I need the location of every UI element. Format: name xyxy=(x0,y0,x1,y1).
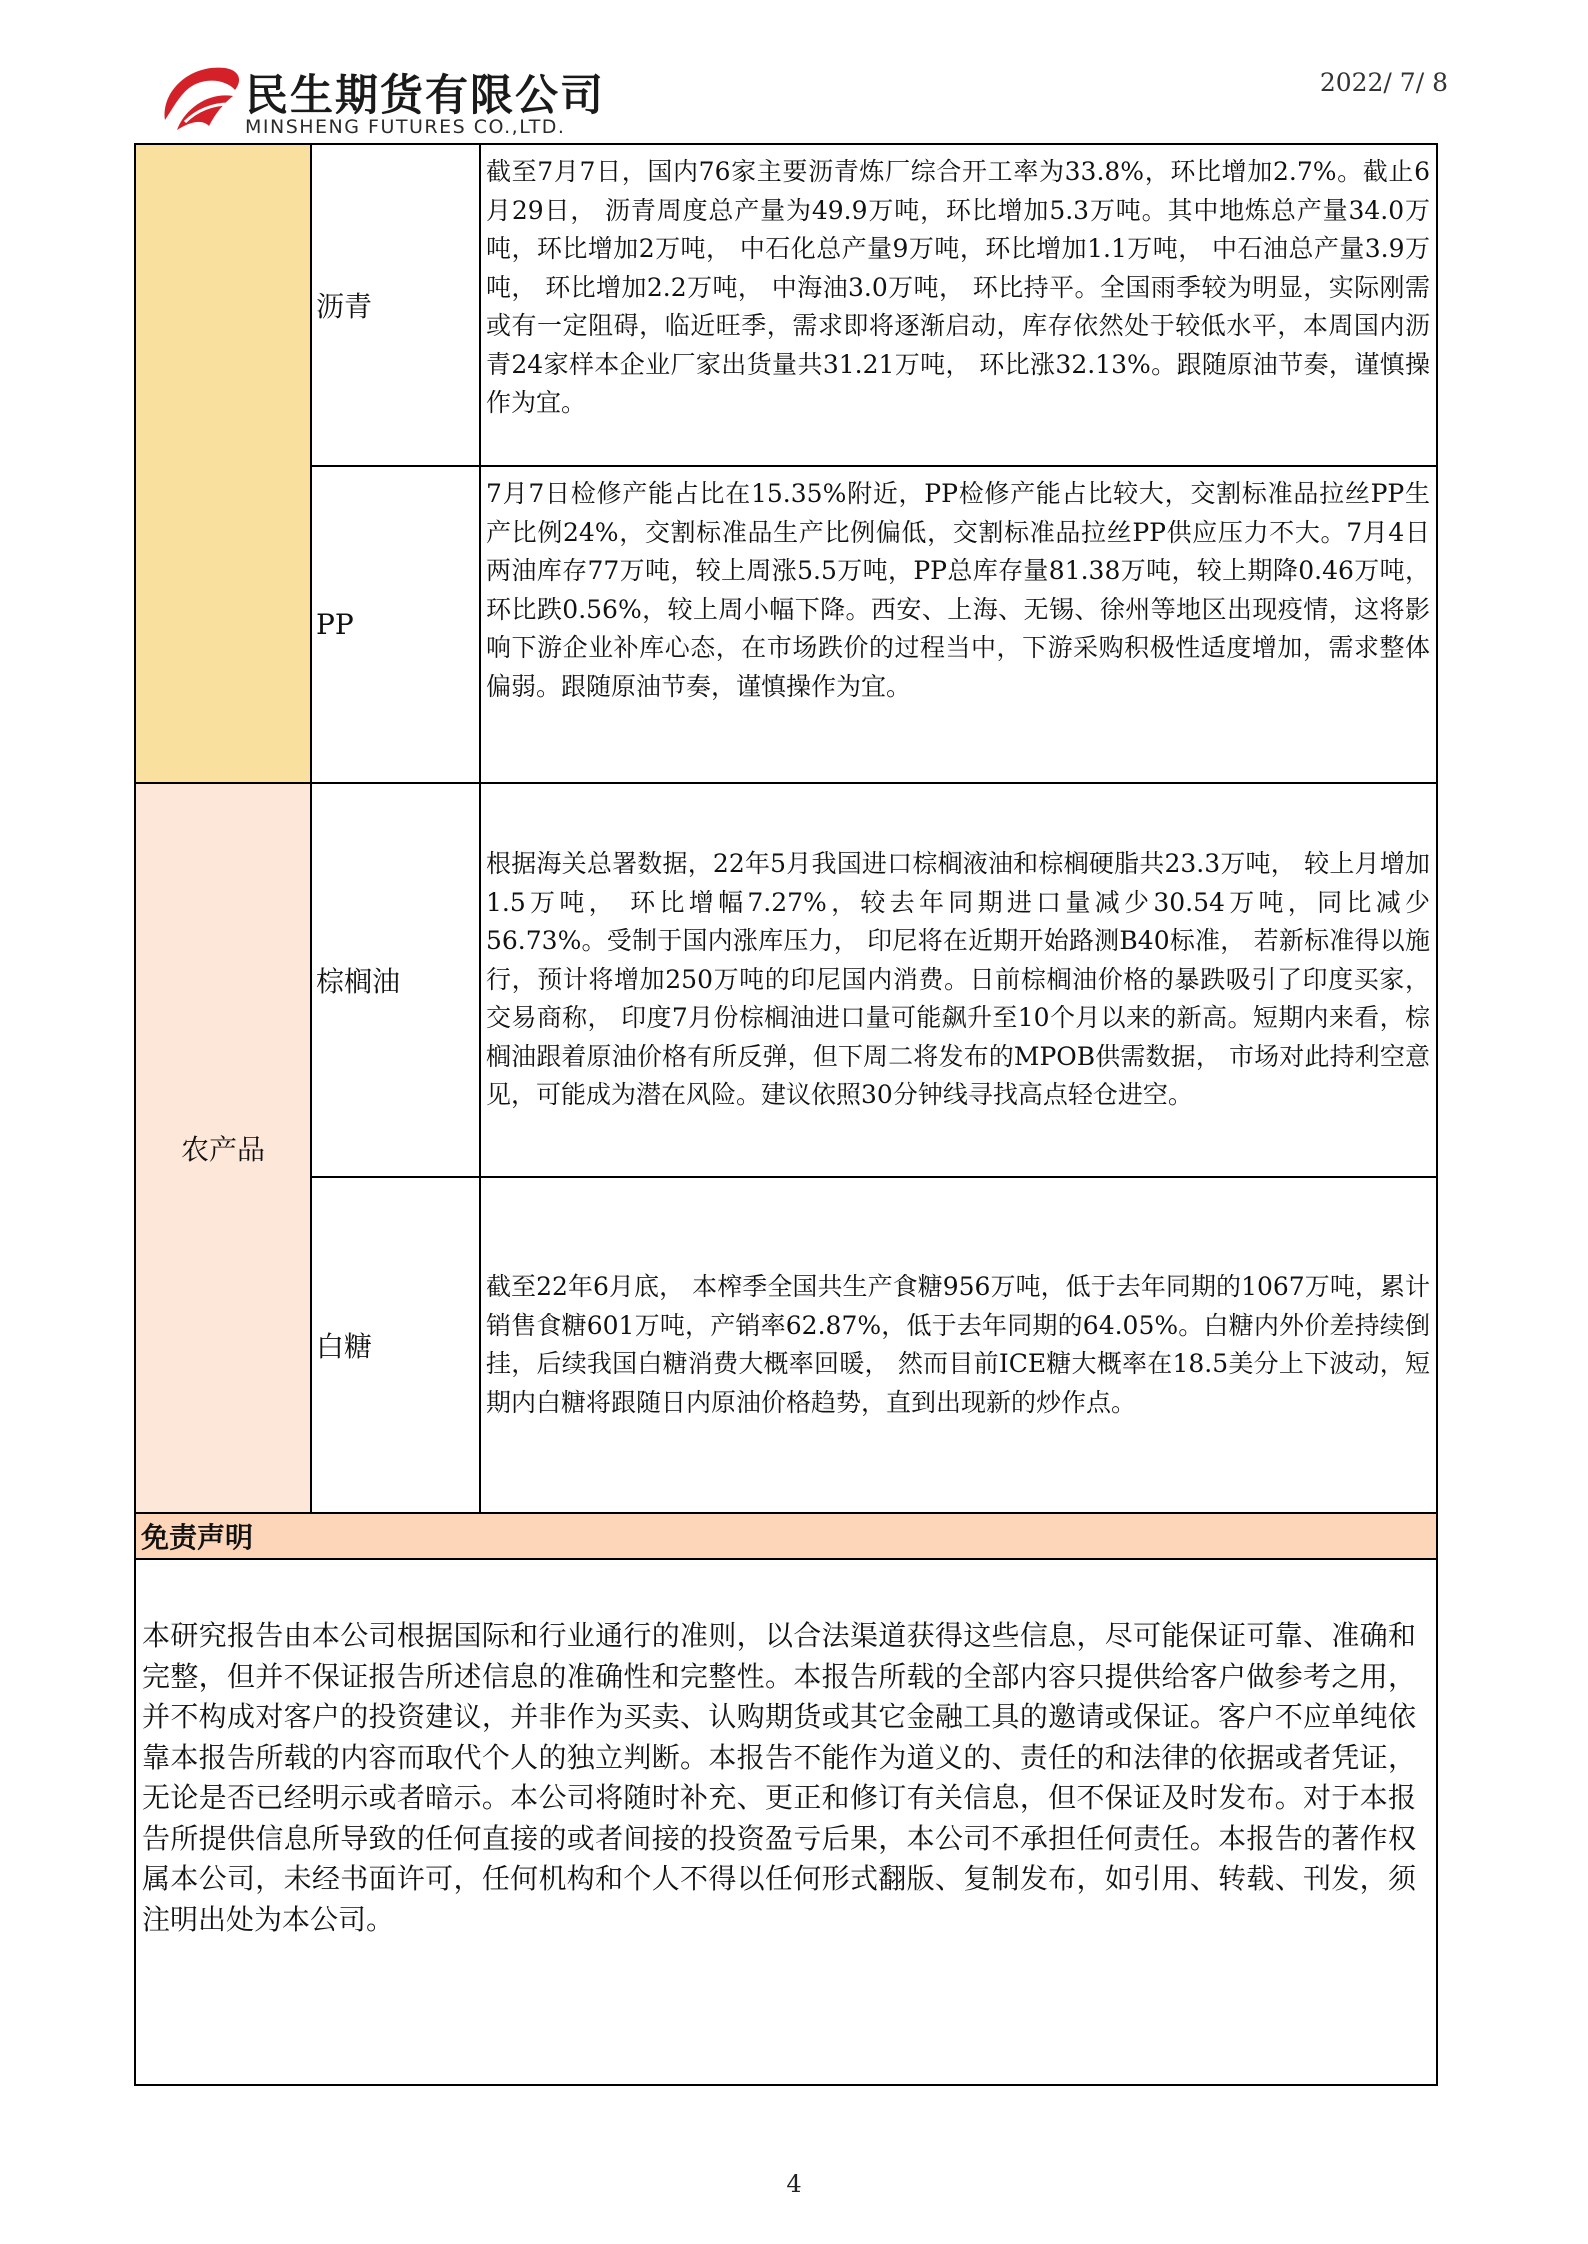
commodity-analysis: 7月7日检修产能占比在15.35%附近，PP检修产能占比较大，交割标准品拉丝PP生产比例24%，交割标准品生产比例偏低，交割标准品拉丝PP供应压力不大。7月4日两油库存77万吨，较上周涨5.5万吨，PP总库存量81.38万吨，较上期降0.46万吨，环比跌0.56%，较上周小幅下降。西安、上海、无锡、徐州等地区出现疫情，这将影响下游企业补库心态，在市场跌价的过程当中，下游采购积极性适度增加，需求整体偏弱。跟随原油节奏，谨慎操作为宜。 xyxy=(480,466,1437,783)
brand-name-en: MINSHENG FUTURES CO.,LTD. xyxy=(245,116,566,138)
table-row xyxy=(135,783,1437,1177)
commodity-analysis: 截至7月7日，国内76家主要沥青炼厂综合开工率为33.8%，环比增加2.7%。截止6月29日， 沥青周度总产量为49.9万吨，环比增加5.3万吨。其中地炼总产量34.0万吨，环比增加2万吨， 中石化总产量9万吨，环比增加1.1万吨， 中石油总产量3.9万吨， 环比增加2.2万吨， 中海油3.0万吨， 环比持平。全国雨季较为明显，实际刚需或有一定阻碍，临近旺季，需求即将逐渐启动，库存依然处于较低水平，本周国内沥青24家样本企业厂家出货量共31.21万吨， 环比涨32.13%。跟随原油节奏，谨慎操作为宜。 xyxy=(480,144,1437,466)
category-cell-agri: 农产品 xyxy=(135,783,311,1513)
page-header xyxy=(0,0,1588,145)
brand-name-cn: 民生期货有限公司 xyxy=(245,71,605,121)
commodity-table xyxy=(134,143,1438,2086)
commodity-analysis: 根据海关总署数据，22年5月我国进口棕榈液油和棕榈硬脂共23.3万吨， 较上月增加1.5万吨， 环比增幅7.27%，较去年同期进口量减少30.54万吨，同比减少56.73%。受制于国内涨库压力， 印尼将在近期开始路测B40标准， 若新标准得以施行，预计将增加250万吨的印尼国内消费。日前棕榈油价格的暴跌吸引了印度买家，交易商称， 印度7月份棕榈油进口量可能飙升至10个月以来的新高。短期内来看，棕榈油跟着原油价格有所反弹，但下周二将发布的MPOB供需数据， 市场对此持利空意见，可能成为潜在风险。建议依照30分钟线寻找高点轻仓进空。 xyxy=(480,783,1437,1177)
commodity-name: 白糖 xyxy=(311,1177,480,1513)
commodity-name: 棕榈油 xyxy=(311,783,480,1177)
disclaimer-header-row xyxy=(135,1513,1437,1559)
page-number: 4 xyxy=(786,2170,802,2198)
disclaimer-body-row xyxy=(135,1559,1437,2085)
table-row xyxy=(135,466,1437,783)
commodity-name: 沥青 xyxy=(311,144,480,466)
table-row xyxy=(135,144,1437,466)
disclaimer-title: 免责声明 xyxy=(135,1513,1437,1559)
table-row xyxy=(135,1177,1437,1513)
commodity-analysis: 截至22年6月底， 本榨季全国共生产食糖956万吨，低于去年同期的1067万吨，累计销售食糖601万吨，产销率62.87%，低于去年同期的64.05%。白糖内外价差持续倒挂，后续我国白糖消费大概率回暖， 然而目前ICE糖大概率在18.5美分上下波动，短期内白糖将跟随日内原油价格趋势，直到出现新的炒作点。 xyxy=(480,1177,1437,1513)
minsheng-logo-icon xyxy=(155,60,245,138)
category-cell-energy xyxy=(135,144,311,783)
commodity-name: PP xyxy=(311,466,480,783)
report-date: 2022/ 7/ 8 xyxy=(1319,68,1448,97)
disclaimer-body: 本研究报告由本公司根据国际和行业通行的准则，以合法渠道获得这些信息，尽可能保证可靠、准确和完整，但并不保证报告所述信息的准确性和完整性。本报告所载的全部内容只提供给客户做参考之用，并不构成对客户的投资建议，并非作为买卖、认购期货或其它金融工具的邀请或保证。客户不应单纯依靠本报告所载的内容而取代个人的独立判断。本报告不能作为道义的、责任的和法律的依据或者凭证，无论是否已经明示或者暗示。本公司将随时补充、更正和修订有关信息，但不保证及时发布。对于本报告所提供信息所导致的任何直接的或者间接的投资盈亏后果，本公司不承担任何责任。本报告的著作权属本公司，未经书面许可，任何机构和个人不得以任何形式翻版、复制发布，如引用、转载、刊发，须注明出处为本公司。 xyxy=(135,1559,1437,2085)
